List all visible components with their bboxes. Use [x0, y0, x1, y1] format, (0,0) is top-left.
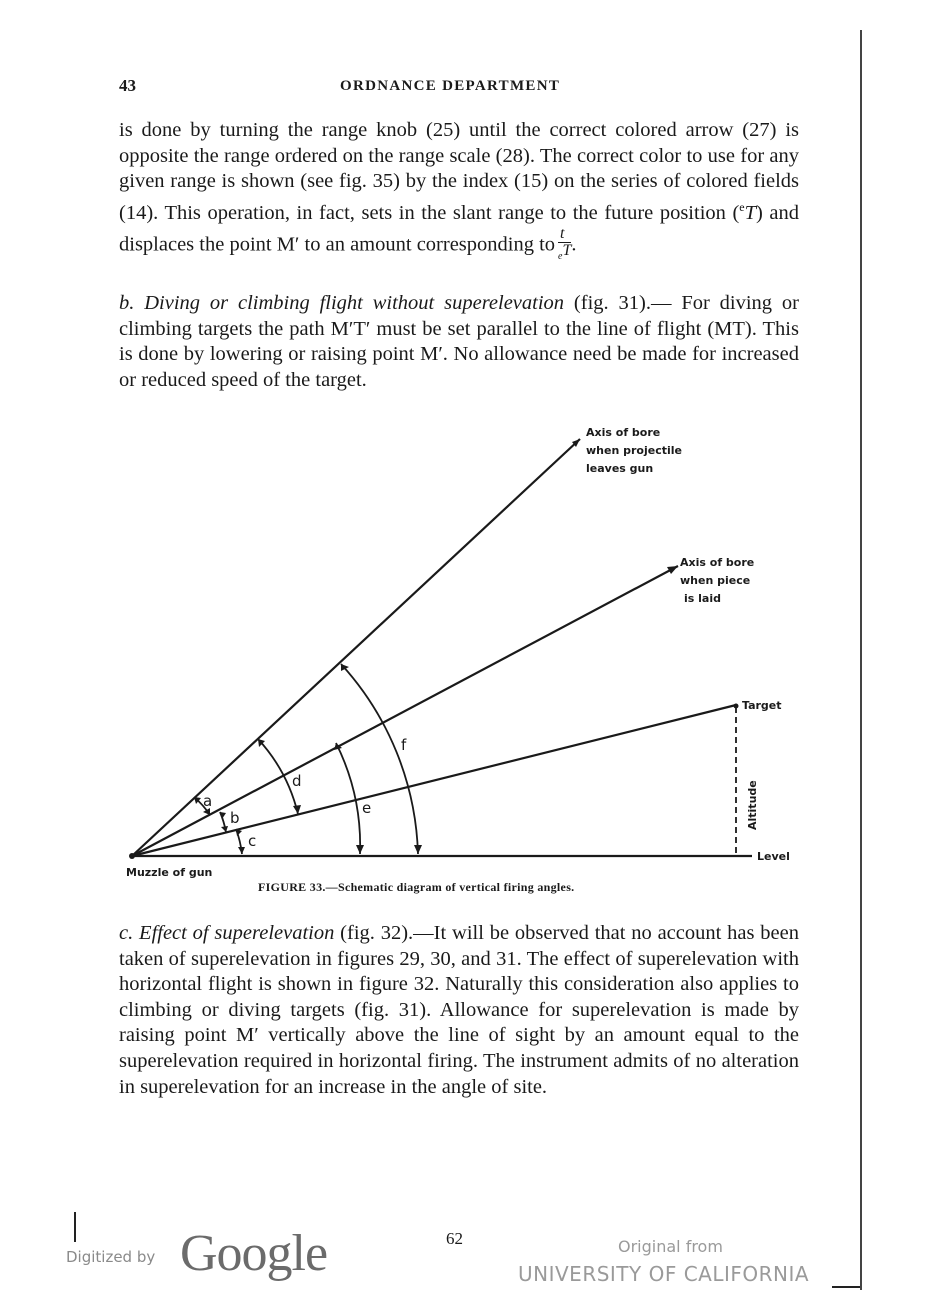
label-target: Target [742, 699, 782, 712]
paragraph-3-text: (fig. 32).—It will be observed that no account has been taken of superelevation in figures 29, 30, and 31. The effect of superelevation with horizontal flight is shown in figure 32. Naturally this consideration also applies to climbing or diving targets (fig. 31). Allowance for superelevation is made by raising point M′ vertically above the line of sight by an amount equal to the superelevation required in horizontal firing. The instrument admits of no alteration in superelevation for an increase in the angle of site. [119, 922, 799, 1098]
page-number: 43 [119, 76, 136, 95]
arrowhead-c-bot [238, 847, 245, 854]
scan-edge-underline [832, 1286, 860, 1288]
arrowhead-f-top [341, 664, 349, 671]
figure-caption: FIGURE 33.—Schematic diagram of vertical firing angles. [258, 880, 575, 894]
label-axis-projectile-1: Axis of bore [586, 426, 661, 439]
digitized-by-text: Digitized by [66, 1248, 156, 1266]
scan-edge-mark-right [860, 30, 862, 1290]
scan-edge-mark-left [74, 1212, 76, 1242]
label-altitude: Altitude [746, 780, 759, 830]
bore-laid-line [132, 566, 678, 856]
fraction-denominator-T: T [562, 242, 572, 260]
label-level: Level [757, 850, 790, 863]
bore-projectile-line [132, 439, 580, 856]
paragraph-1-text-a: is done by turning the range knob (25) until the correct colored arrow (27) is opposite the range ordered on the range scale (28). The correct color to use for any given range is shown (see fig. 35) by the index (15) on the series of colored fields (14). This operation, in fact, sets in the slant range to the future position ( [119, 119, 799, 224]
original-from-text: Original from [618, 1237, 723, 1256]
arrowhead-e-bot [356, 845, 364, 854]
label-axis-projectile-3: leaves gun [586, 462, 654, 475]
label-axis-projectile-2: when projectile [586, 444, 682, 457]
paragraph-1-end: . [571, 233, 577, 256]
angle-label-c: c [248, 832, 257, 850]
superscript-e: e [739, 199, 745, 214]
fraction-numerator: t [558, 226, 571, 243]
muzzle-point [129, 853, 135, 859]
angle-label-f: f [401, 736, 407, 754]
google-logo: Google [180, 1225, 328, 1282]
sight-line [132, 705, 736, 856]
fraction-denominator-sub: e [558, 251, 563, 263]
folio-number: 62 [446, 1229, 463, 1248]
paragraph-3 [119, 921, 799, 1100]
angle-label-b: b [230, 809, 240, 827]
arrowhead-b-bot [221, 826, 228, 832]
paragraph-2-lead: b. Diving or climbing flight without superelevation [119, 292, 565, 314]
arc-f [341, 664, 418, 854]
running-head: ORDNANCE DEPARTMENT [340, 78, 561, 94]
paragraph-2-text: (fig. 31).— For diving or climbing targets the path M′T′ must be set parallel to the line of flight (MT). This is done by lowering or raising point M′. No allowance need be made for increased or reduced speed of the target. [119, 292, 799, 391]
university-text: UNIVERSITY OF CALIFORNIA [518, 1262, 810, 1286]
label-axis-laid-2: when piece [680, 574, 751, 587]
paragraph-1-text-b: ) and displaces the point M′ to an amount corresponding to [119, 201, 799, 256]
label-axis-laid-1: Axis of bore [680, 556, 755, 569]
angle-label-a: a [203, 792, 213, 810]
angle-label-d: d [292, 772, 302, 790]
arrowhead-f-bot [414, 845, 422, 854]
arc-e [336, 743, 360, 854]
position-T: T [744, 201, 757, 224]
target-point [734, 704, 739, 709]
arrowhead-c-top [236, 829, 242, 836]
label-axis-laid-3: is laid [684, 592, 721, 605]
angle-label-e: e [362, 799, 372, 817]
label-muzzle: Muzzle of gun [126, 866, 213, 879]
paragraph-3-lead: c. Effect of superelevation [119, 922, 335, 944]
